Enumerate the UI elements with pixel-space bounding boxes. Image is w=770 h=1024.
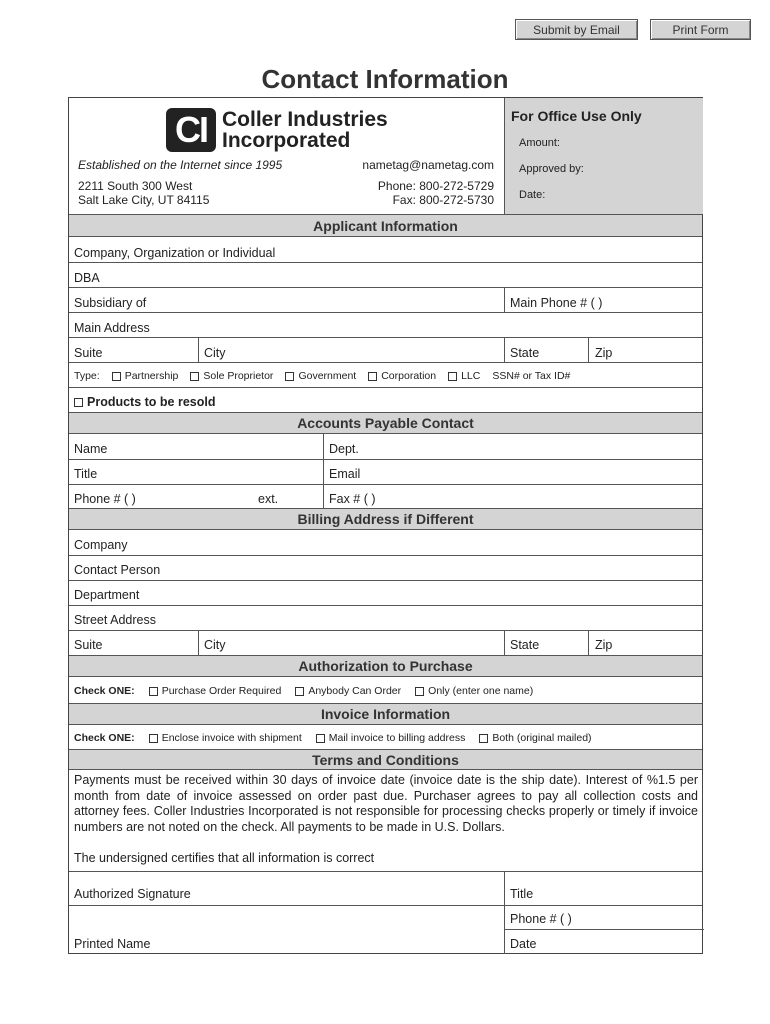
auth-anybody-checkbox[interactable]: Anybody Can Order: [295, 685, 401, 697]
checkbox-icon[interactable]: [285, 372, 294, 381]
type-corporation-checkbox[interactable]: Corporation: [368, 370, 436, 382]
print-form-button[interactable]: Print Form: [650, 19, 751, 40]
checkbox-icon[interactable]: [74, 398, 83, 407]
checkbox-icon[interactable]: [368, 372, 377, 381]
logo-text: [222, 109, 388, 151]
state-field[interactable]: State: [510, 346, 540, 360]
ssn-tax-id-field[interactable]: SSN# or Tax ID#: [492, 370, 571, 382]
contact-form: [68, 97, 703, 954]
billing-address-heading: Billing Address if Different: [69, 508, 702, 530]
auth-po-required-checkbox[interactable]: Purchase Order Required: [149, 685, 282, 697]
authorization-heading: Authorization to Purchase: [69, 655, 702, 677]
type-sole-proprietor-checkbox[interactable]: Sole Proprietor: [190, 370, 273, 382]
checkbox-icon[interactable]: [112, 372, 121, 381]
invoice-row: [74, 732, 592, 744]
certify-text: The undersigned certifies that all information is correct: [74, 851, 375, 865]
type-government-checkbox[interactable]: Government: [285, 370, 356, 382]
type-llc-checkbox[interactable]: LLC: [448, 370, 480, 382]
type-partnership-checkbox[interactable]: Partnership: [112, 370, 179, 382]
invoice-enclose-checkbox[interactable]: Enclose invoice with shipment: [149, 732, 302, 744]
company-logo: [166, 108, 388, 152]
checkbox-icon[interactable]: [149, 687, 158, 696]
billing-zip-field[interactable]: Zip: [595, 638, 613, 652]
billing-street-field[interactable]: Street Address: [74, 613, 156, 627]
invoice-mail-checkbox[interactable]: Mail invoice to billing address: [316, 732, 466, 744]
checkbox-icon[interactable]: [190, 372, 199, 381]
company-address-line1: 2211 South 300 West: [78, 179, 193, 193]
subsidiary-field[interactable]: Subsidiary of: [74, 296, 147, 310]
company-org-field[interactable]: Company, Organization or Individual: [74, 246, 276, 260]
logo-mark: CI: [166, 108, 216, 152]
checkbox-icon[interactable]: [415, 687, 424, 696]
company-address-line2: Salt Lake City, UT 84115: [78, 193, 210, 207]
terms-body: Payments must be received within 30 days of invoice date (invoice date is the ship date). Interest of %1.5 per month from date of invoice assessed on order past due. Purchaser agrees to pay all collection costs and attorney fees. Coller Industries Incorporated is not responsible for processing checks properly or timely if invoice numbers are not noted on the check. All payments to be made in U.S. Dollars.: [74, 773, 698, 834]
ap-ext-field[interactable]: ext.: [258, 492, 279, 506]
invoice-check-one-label: Check ONE:: [74, 732, 135, 744]
products-resold-checkbox[interactable]: Products to be resold: [74, 395, 216, 409]
main-phone-field[interactable]: Main Phone # ( ): [510, 296, 603, 310]
office-use-title: For Office Use Only: [511, 108, 642, 124]
invoice-info-heading: Invoice Information: [69, 703, 702, 725]
signer-date-field[interactable]: Date: [510, 937, 537, 951]
authorized-signature-field[interactable]: Authorized Signature: [74, 887, 191, 901]
submit-by-email-button[interactable]: Submit by Email: [515, 19, 638, 40]
dba-field[interactable]: DBA: [74, 271, 100, 285]
auth-check-one-label: Check ONE:: [74, 685, 135, 697]
ap-name-field[interactable]: Name: [74, 442, 108, 456]
office-amount-label: Amount:: [519, 137, 560, 149]
checkbox-icon[interactable]: [479, 734, 488, 743]
company-fax: Fax: 800-272-5730: [392, 193, 494, 207]
ap-dept-field[interactable]: Dept.: [329, 442, 359, 456]
applicant-info-heading: Applicant Information: [69, 214, 702, 237]
billing-department-field[interactable]: Department: [74, 588, 140, 602]
checkbox-icon[interactable]: [316, 734, 325, 743]
billing-company-field[interactable]: Company: [74, 538, 128, 552]
billing-contact-field[interactable]: Contact Person: [74, 563, 161, 577]
invoice-both-checkbox[interactable]: Both (original mailed): [479, 732, 591, 744]
page-title: Contact Information: [261, 64, 509, 94]
business-type-row: [74, 370, 570, 382]
zip-field[interactable]: Zip: [595, 346, 613, 360]
billing-state-field[interactable]: State: [510, 638, 540, 652]
office-approved-label: Approved by:: [519, 163, 584, 175]
billing-city-field[interactable]: City: [204, 638, 226, 652]
checkbox-icon[interactable]: [149, 734, 158, 743]
printed-name-field[interactable]: Printed Name: [74, 937, 151, 951]
terms-heading: Terms and Conditions: [69, 749, 702, 770]
logo-name-line2: Incorporated: [222, 129, 351, 152]
checkbox-icon[interactable]: [295, 687, 304, 696]
type-label: Type:: [74, 370, 100, 382]
signer-title-field[interactable]: Title: [510, 887, 534, 901]
company-phone: Phone: 800-272-5729: [377, 179, 494, 193]
ap-title-field[interactable]: Title: [74, 467, 98, 481]
logo-name-line1: Coller Industries: [222, 108, 388, 131]
authorization-row: [74, 685, 533, 697]
city-field[interactable]: City: [204, 346, 226, 360]
suite-field[interactable]: Suite: [74, 346, 103, 360]
auth-only-checkbox[interactable]: Only (enter one name): [415, 685, 533, 697]
office-date-label: Date:: [519, 189, 546, 201]
accounts-payable-heading: Accounts Payable Contact: [69, 412, 702, 434]
ap-fax-field[interactable]: Fax # ( ): [329, 492, 376, 506]
ap-phone-field[interactable]: Phone # ( ): [74, 492, 136, 506]
main-address-field[interactable]: Main Address: [74, 321, 150, 335]
company-email: nametag@nametag.com: [362, 158, 494, 172]
signer-phone-field[interactable]: Phone # ( ): [510, 912, 572, 926]
checkbox-icon[interactable]: [448, 372, 457, 381]
established-text: Established on the Internet since 1995: [78, 158, 283, 172]
ap-email-field[interactable]: Email: [329, 467, 361, 481]
billing-suite-field[interactable]: Suite: [74, 638, 103, 652]
office-use-box: [504, 98, 703, 214]
